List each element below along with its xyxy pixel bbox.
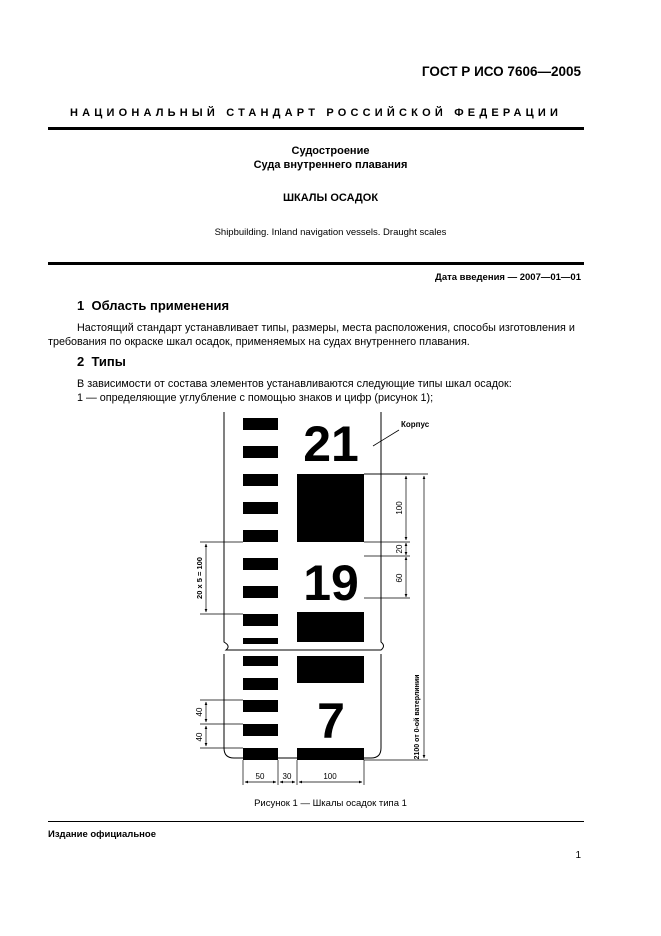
main-title: ШКАЛЫ ОСАДОК xyxy=(282,192,379,204)
section-1-title: Область применения xyxy=(91,298,230,313)
hull-label: Корпус xyxy=(401,420,430,429)
dim-20-label: 20 xyxy=(395,544,404,554)
section-2-title: Типы xyxy=(91,354,126,369)
section-1-paragraph-line-1: Настоящий стандарт устанавливает типы, размеры, места расположения, способы изготовления и xyxy=(77,322,575,334)
dim-40-top-label: 40 xyxy=(195,707,204,717)
section-2-paragraph-line-2: 1 — определяющие углубление с помощью знаков и цифр (рисунок 1); xyxy=(77,392,434,404)
standard-banner: НАЦИОНАЛЬНЫЙ СТАНДАРТ РОССИЙСКОЙ ФЕДЕРАЦИИ xyxy=(69,107,563,119)
section-1-paragraph-line-2: требования по окраске шкал осадок, применяемых на судах внутреннего плавания. xyxy=(48,336,470,348)
figure-caption: Рисунок 1 — Шкалы осадок типа 1 xyxy=(254,798,407,809)
dim-left-formula-label: 20 x 5 = 100 xyxy=(195,557,204,599)
page-number: 1 xyxy=(575,850,581,861)
numeral-19: 19 xyxy=(303,555,359,611)
numeral-21: 21 xyxy=(303,416,359,472)
hull-leader xyxy=(373,430,399,446)
title-line-2: Суда внутреннего плавания xyxy=(253,159,408,171)
ladder-marks xyxy=(243,418,278,760)
english-title: Shipbuilding. Inland navigation vessels. Draught scales xyxy=(214,227,447,238)
edition-note: Издание официальное xyxy=(48,829,156,840)
footer-rule xyxy=(48,821,584,822)
introduction-date: Дата введения — 2007—01—01 xyxy=(435,272,581,283)
dim-60-label: 60 xyxy=(395,573,404,583)
section-2-number: 2 xyxy=(77,354,85,369)
dim-100-label: 100 xyxy=(395,501,404,515)
section-1-number: 1 xyxy=(77,298,85,313)
dim-40-bottom-label: 40 xyxy=(195,732,204,742)
section-2-paragraph-line-1: В зависимости от состава элементов устанавливаются следующие типы шкал осадок: xyxy=(77,378,512,390)
title-line-1: Судостроение xyxy=(291,145,370,157)
dim-bottom-100-label: 100 xyxy=(323,772,337,781)
numeral-7: 7 xyxy=(317,693,345,749)
dim-total-label: 2100 от 0-ой ватерлинии xyxy=(414,674,421,760)
dim-bottom-50-label: 50 xyxy=(255,772,265,781)
document-code: ГОСТ Р ИСО 7606—2005 xyxy=(421,64,581,79)
dim-bottom-30-label: 30 xyxy=(282,772,292,781)
